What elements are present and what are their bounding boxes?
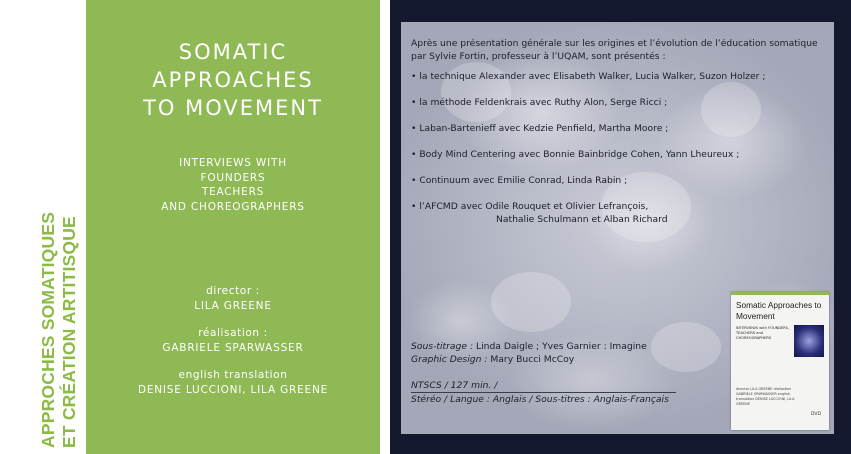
subtitle-value: Linda Daigle ; Yves Garnier : Imagine <box>473 341 647 352</box>
subtitle-label: Sous-titrage : <box>411 341 474 352</box>
production-credits <box>411 340 731 366</box>
dvd-cover-image <box>794 325 824 357</box>
credit-director <box>86 284 380 313</box>
dvd-credits: director LILA GREENE réalisation GABRIELE SPARWASSER english translation DENISE LUCCIONI, LILA GREENE <box>736 387 795 406</box>
dvd-accent-bar <box>731 292 829 295</box>
front-cover-panel <box>86 0 380 454</box>
bullet-item: • l’AFCMD avec Odile Rouquet et Olivier Lefrançois, <box>411 201 649 212</box>
intro-text: Après une présentation générale sur les origines et l’évolution de l’éducation somatique par Sylvie Fortin, professeur à l’UQAM, sont présentés : <box>411 38 818 62</box>
credit-names: GABRIELE SPARWASSER <box>162 341 304 354</box>
interviews-line: FOUNDERS <box>200 171 266 184</box>
interviews-line: INTERVIEWS WITH <box>179 157 287 169</box>
credit-role: réalisation : <box>198 327 268 339</box>
bullet-item: • Body Mind Centering avec Bonnie Bainbridge Cohen, Yann Lheureux ; <box>411 149 740 160</box>
cover-title <box>86 38 380 122</box>
spine-title-line-1: APPROCHES SOMATIQUES <box>38 211 58 448</box>
cover-title-line: TO MOVEMENT <box>143 96 323 120</box>
back-cover-panel <box>401 22 834 434</box>
back-description <box>411 37 831 226</box>
cover-title-line: APPROACHES <box>152 68 314 92</box>
bullet-continuation: Nathalie Schulmann et Alban Richard <box>496 214 668 225</box>
spine-panel <box>0 0 86 454</box>
tech-line-2: Stéréo / Langue : Anglais / Sous-titres : Anglais-Français <box>411 394 669 405</box>
credit-translation <box>86 368 380 397</box>
bullet-item: • la technique Alexander avec Elisabeth Walker, Lucia Walker, Suzon Holzer ; <box>411 71 766 82</box>
panel-gap <box>380 0 390 454</box>
interviews-line: TEACHERS <box>201 186 265 198</box>
design-value: Mary Bucci McCoy <box>487 354 575 365</box>
texture-blob <box>491 272 571 332</box>
spine-title <box>38 212 80 448</box>
dvd-title: Somatic Approaches to Movement <box>736 300 822 321</box>
tech-line-1: NTSCS / 127 min. / <box>411 379 676 393</box>
interviews-line: AND CHOREOGRAPHERS <box>161 200 305 213</box>
bullet-item: • la méthode Feldenkrais avec Ruthy Alon, Serge Ricci ; <box>411 97 668 108</box>
bullet-item: • Continuum avec Emilie Conrad, Linda Rabin ; <box>411 175 628 186</box>
design-label: Graphic Design : <box>411 354 488 365</box>
credit-role: director : <box>206 285 260 297</box>
credit-realisation <box>86 326 380 355</box>
bullet-item: • Laban-Bartenieff avec Kedzie Penfield, Martha Moore ; <box>411 123 669 134</box>
credit-role: english translation <box>178 369 288 381</box>
technical-info <box>411 379 731 406</box>
credit-names: LILA GREENE <box>194 299 272 312</box>
credit-names: DENISE LUCCIONI, LILA GREENE <box>137 383 329 396</box>
design-credit <box>411 353 731 366</box>
cover-title-line: SOMATIC <box>178 40 288 64</box>
dvd-subtitle: INTERVIEWS with FOUNDERS, TEACHERS and CHOREOGRAPHERS <box>736 326 790 341</box>
dvd-thumbnail <box>731 292 829 430</box>
dvd-logo: DVD <box>811 412 821 417</box>
spine-title-line-2: ET CRÉATION ARTITISQUE <box>59 216 79 448</box>
interviews-subtitle <box>86 156 380 214</box>
subtitle-credit <box>411 340 731 353</box>
